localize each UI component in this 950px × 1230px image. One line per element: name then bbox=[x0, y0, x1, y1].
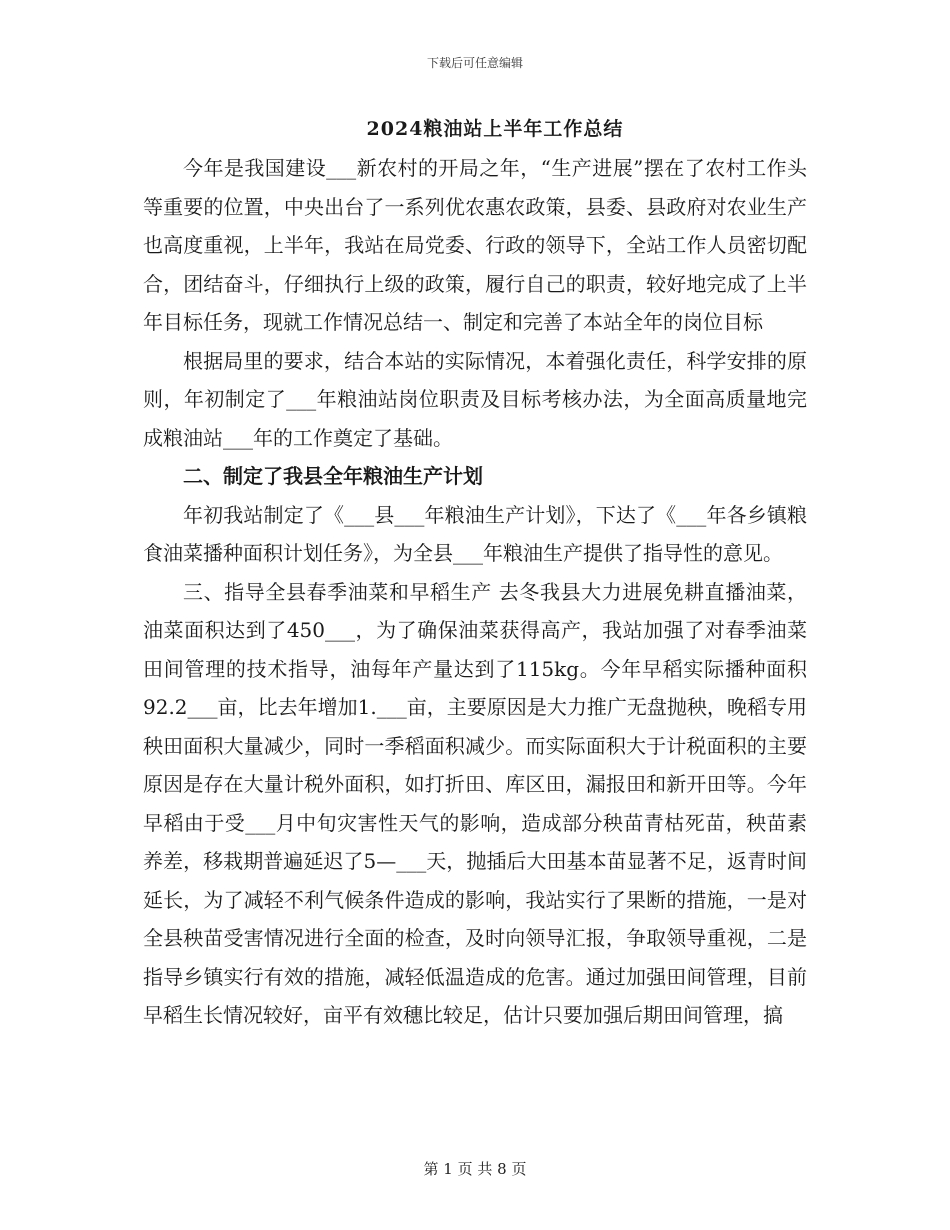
header-note: 下载后可任意编辑 bbox=[426, 56, 523, 70]
page-number: 第 1 页 共 8 页 bbox=[423, 1160, 527, 1178]
document-title: 2024粮油站上半年工作总结 bbox=[366, 118, 624, 140]
paragraph-spring-guidance: 三、指导全县春季油菜和早稻生产 去冬我县大力进展免耕直播油菜，油菜面积达到了450___，为了确保油菜获得高产，我站加强了对春季油菜田间管理的技术指导，油每年产量达到了115kg。今年早稻实际播种面积92.2___亩，比去年增加1.___亩，主要原因是大力推广无盘抛秧，晚稻专用秧田面积大量减少，同时一季稻面积减少。而实际面积大于计税面积的主要原因是存在大量计税外面积，如打折田、库区田，漏报田和新开田等。今年早稻由于受___月中旬灾害性天气的影响，造成部分秧苗青枯死苗，秧苗素养差，移栽期普遍延迟了5—___天，抛插后大田基本苗显著不足，返青时间延长，为了减轻不利气候条件造成的影响，我站实行了果断的措施，一是对全县秧苗受害情况进行全面的检查，及时向领导汇报，争取领导重视，二是指导乡镇实行有效的措施，减轻低温造成的危害。通过加强田间管理，目前早稻生长情况较好，亩平有效穗比较足，估计只要加强后期田间管理，搞 bbox=[143, 579, 807, 1027]
paragraph-goals: 根据局里的要求，结合本站的实际情况，本着强化责任，科学安排的原则，年初制定了___年粮油站岗位职责及目标考核办法，为全面高质量地完成粮油站___年的工作奠定了基础。 bbox=[143, 348, 807, 450]
document-body bbox=[143, 149, 807, 1035]
section-heading-plan: 二、制定了我县全年粮油生产计划 bbox=[183, 464, 483, 488]
paragraph-intro: 今年是我国建设___新农村的开局之年，“生产进展”摆在了农村工作头等重要的位置，中央出台了一系列优农惠农政策，县委、县政府对农业生产也高度重视，上半年，我站在局党委、行政的领导下，全站工作人员密切配合，团结奋斗，仔细执行上级的政策，履行自己的职责，较好地完成了上半年目标任务，现就工作情况总结一、制定和完善了本站全年的岗位目标 bbox=[143, 156, 807, 334]
paragraph-plan: 年初我站制定了《___县___年粮油生产计划》，下达了《___年各乡镇粮食油菜播种面积计划任务》，为全县___年粮油生产提供了指导性的意见。 bbox=[143, 502, 807, 565]
